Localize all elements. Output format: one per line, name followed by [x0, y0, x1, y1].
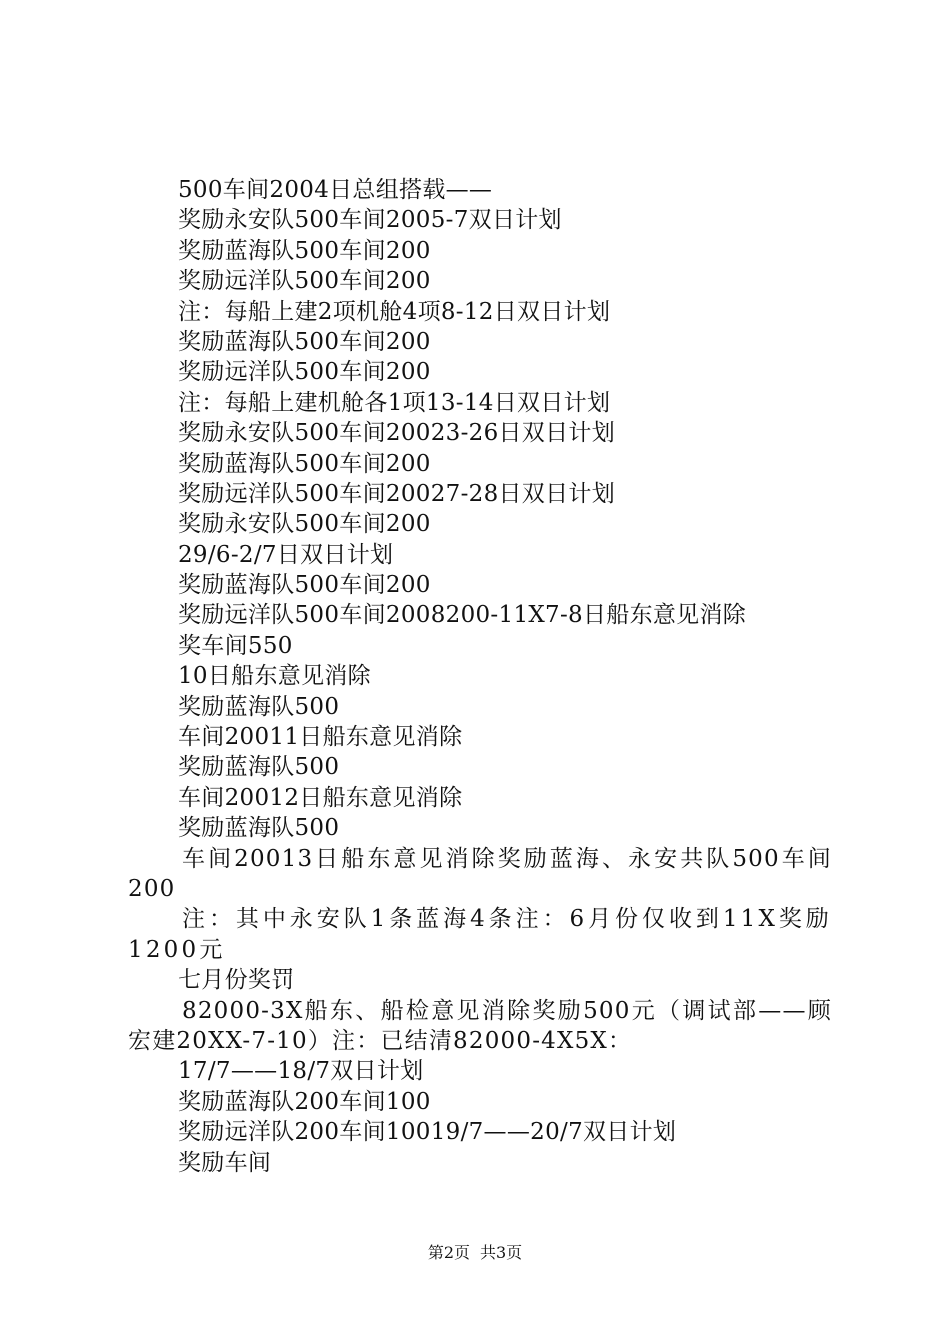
text-line: 车间20011日船东意见消除 [178, 724, 463, 751]
text-line: 奖励蓝海队500车间200 [178, 572, 431, 599]
text-line: 奖励永安队500车间20023-26日双日计划 [178, 420, 616, 447]
text-line: 奖励远洋队200车间10019/7——20/7双日计划 [178, 1119, 677, 1146]
page-footer [0, 1242, 950, 1264]
text-line: 奖励蓝海队500车间200 [178, 328, 431, 355]
text-line: 奖励蓝海队500 [178, 754, 340, 781]
page-number-total: 共3页 [480, 1243, 523, 1262]
text-line: 奖励蓝海队500车间200 [178, 237, 431, 264]
paragraph-summary-note: 注：其中永安队1条蓝海4条注：6月份仅收到11X奖励1200元 [128, 906, 832, 963]
text-line: 奖励远洋队500车间20027-28日双日计划 [178, 480, 616, 507]
text-line: 奖励远洋队500车间2008200-11X7-8日船东意见消除 [178, 602, 747, 629]
document-body [128, 175, 832, 1178]
text-line: 500车间2004日总组搭载—— [178, 177, 493, 203]
text-line: 奖励永安队500车间200 [178, 511, 431, 538]
paragraph-july-note: 82000-3X船东、船检意见消除奖励500元（调试部——顾宏建20XX-7-10）注：已结清82000-4X5X： [128, 997, 832, 1055]
section-heading-july: 七月份奖罚 [178, 967, 295, 994]
text-line: 奖励蓝海队500车间200 [178, 450, 431, 477]
page-number-current: 第2页 [427, 1243, 470, 1262]
text-line: 奖励远洋队500车间200 [178, 268, 431, 295]
text-line: 29/6-2/7日双日计划 [178, 541, 394, 568]
text-line: 注：每船上建机舱各1项13-14日双日计划 [178, 389, 611, 416]
text-line: 车间20012日船东意见消除 [178, 784, 463, 811]
text-line: 10日船东意见消除 [178, 663, 371, 690]
text-line: 17/7——18/7双日计划 [178, 1058, 424, 1085]
text-line: 注：每船上建2项机舱4项8-12日双日计划 [178, 298, 611, 325]
paragraph-reward-note: 车间20013日船东意见消除奖励蓝海、永安共队500车间200 [128, 845, 832, 902]
text-line: 奖励蓝海队200车间100 [178, 1088, 431, 1115]
text-line: 奖车间550 [178, 632, 293, 659]
text-line: 奖励蓝海队500 [178, 815, 340, 842]
text-line: 奖励蓝海队500 [178, 693, 340, 720]
text-line: 奖励远洋队500车间200 [178, 359, 431, 386]
text-line: 奖励车间 [178, 1149, 272, 1176]
text-line: 奖励永安队500车间2005-7双日计划 [178, 207, 562, 234]
